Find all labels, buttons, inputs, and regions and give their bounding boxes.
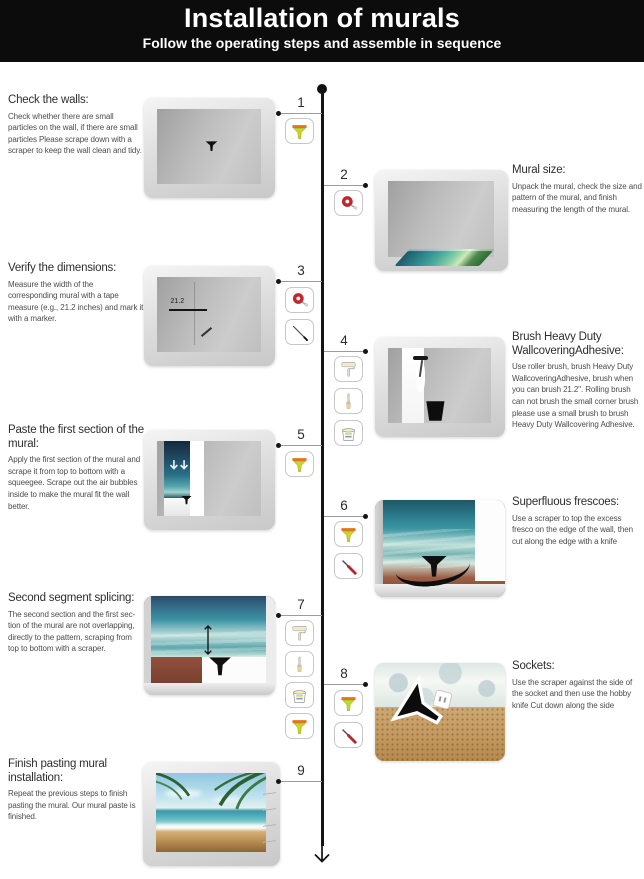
step-6-connector-dot [363,514,368,519]
step-5-connector [279,445,322,446]
header-banner [0,0,644,62]
flat-brush-icon [285,651,314,677]
step-5-body: Apply the first section of the mural and scrape it from top to bottom with a squeegee. Scrape out the air bubbles inside to make the mural fit the wall better. [8,455,141,511]
tape-measure-icon [334,190,363,216]
finished-mural-graphic [156,773,266,852]
step-5-title: Paste the first section of the mural: [8,424,144,450]
roller-brush-icon [285,620,314,646]
step-9-connector-dot [276,779,281,784]
seam-updown-arrow-icon [200,622,216,658]
step-2-connector-dot [363,183,368,188]
step-6-illustration [375,500,505,597]
flat-brush-icon [334,388,363,414]
marker-pen-icon [285,319,314,345]
step-3-connector [279,281,322,282]
step-1-body: Check whether there are small particles on the wall, if there are small particles Please scrape down with a scraper to keep the wall clean and tidy. [8,111,142,156]
squeegee-icon [285,451,314,477]
step-3-illustration [144,266,275,366]
palm-fronds-graphic [156,773,266,811]
step-9-body: Repeat the previous steps to finish pasting the mural. Our mural paste is finished. [8,789,136,822]
scraper-glyph-icon [204,139,219,153]
step-1-connector-dot [276,111,281,116]
step-4-connector-dot [363,349,368,354]
excess-paper-strip-graphic [475,500,505,581]
step-4-illustration [375,337,505,437]
step-8-number: 8 [340,666,348,681]
step-5-illustration [144,430,275,530]
floor-edge-graphic [375,584,505,597]
step-2-connector [324,185,365,186]
wall-edge-graphic [144,596,151,695]
step-8-illustration [375,663,505,761]
step-7-number: 7 [297,597,305,612]
step-3-connector-dot [276,279,281,284]
step-8-connector-dot [363,682,368,687]
step-5-connector-dot [276,443,281,448]
step-1-number: 1 [297,95,305,110]
marker-glyph-icon [201,327,212,337]
timeline-line [321,88,324,846]
step-2-title: Mural size: [512,164,566,176]
measurement-label: 21.2 [170,298,185,305]
squeegee-icon [334,521,363,547]
step-3-number: 3 [297,263,305,278]
measure-mark-line [169,309,206,311]
step-2-body: Unpack the mural, check the size and pattern of the mural, and finish measuring the length of the mural. [512,181,642,214]
window-panel-graphic [263,777,276,851]
roller-brush-icon [334,356,363,382]
step-6-number: 6 [340,498,348,513]
step-1-illustration [144,98,275,198]
step-1-title: Check the walls: [8,94,89,106]
squeegee-icon [334,690,363,716]
wall-edge-graphic [375,500,383,597]
step-6-body: Use a scraper to top the excess fresco on the edge of the wall, then cut along the edge with a knife [512,513,633,546]
step-1-connector [279,113,322,114]
bucket-graphic [425,401,446,421]
mural-roll-graphic [394,249,494,266]
tape-measure-icon [285,287,314,313]
floor-edge-graphic [144,683,275,695]
step-6-title: Superfluous frescoes: [512,496,620,508]
step-7-connector-dot [276,613,281,618]
step-3-body: Measure the width of the corresponding mural with a tape measure (e.g., 21.2 inches) and mark it with a marker. [8,279,144,324]
step-7-illustration [144,596,275,695]
step-2-number: 2 [340,167,348,182]
squeegee-icon [285,118,314,144]
step-3-title: Verify the dimensions: [8,262,117,274]
step-4-title: Brush Heavy Duty WallcoveringAdhesive: [512,331,624,357]
step-9-illustration [143,762,280,866]
step-8-body: Use the scraper against the side of the socket and then use the hobby knife Cut down along the side [512,677,633,710]
step-6-connector [324,516,365,517]
utility-knife-icon [334,553,363,579]
page-subtitle: Follow the operating steps and assemble in sequence [142,35,502,51]
step-4-connector [324,351,365,352]
step-9-title: Finish pasting mural installation: [8,758,107,784]
step-2-illustration [375,170,508,271]
first-mural-strip-graphic [164,441,190,498]
surf-foam-graphic [156,824,266,830]
guide-line [194,282,195,345]
squeegee-icon [285,713,314,739]
page-title: Installation of murals [184,3,460,33]
step-4-number: 4 [340,333,348,348]
scraper-glyph-icon [417,551,451,581]
adhesive-bucket-icon [285,682,314,708]
step-5-number: 5 [297,427,305,442]
step-7-connector [279,615,322,616]
step-4-body: Use roller brush, brush Heavy Duty WallcoveringAdhesive, brush when you can brush 21.2". Rolling brush can not brush the small corner brush please use a small brush to brush Heavy Duty Wallcovering Adhesive. [512,362,639,430]
step-7-title: Second segment splicing: [8,592,135,604]
adhesive-bucket-icon [334,420,363,446]
step-8-connector [324,684,365,685]
scraper-glyph-icon [180,494,193,506]
scrape-down-arrows-icon [168,459,190,473]
utility-knife-icon [334,722,363,748]
step-7-body: The second section and the first sec-tion of the mural are not overlapping, directly to the pattern, scraping from top to bottom with a scraper. [8,609,136,654]
timeline-down-arrow-icon [312,842,332,870]
step-9-number: 9 [297,763,305,778]
step-8-title: Sockets: [512,660,555,672]
sand-area-graphic [144,657,202,683]
paper-edge-graphic [266,596,275,695]
step-9-connector [279,781,322,782]
